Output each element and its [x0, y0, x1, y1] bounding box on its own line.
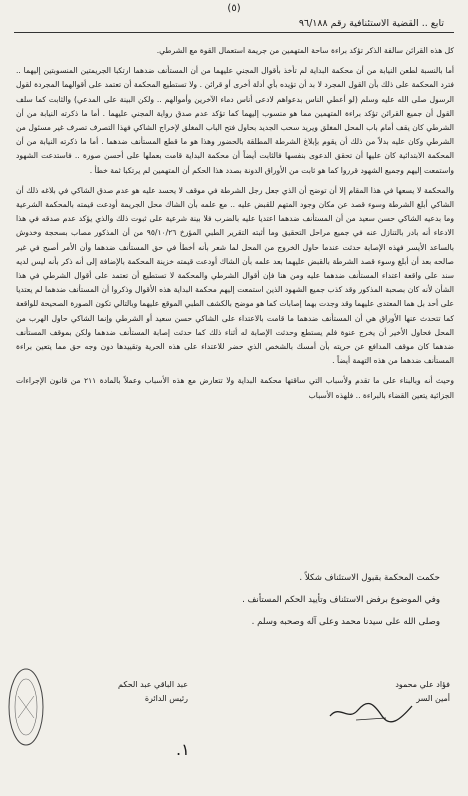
page-number: (٥)	[227, 3, 241, 14]
verdict-line: وفي الموضوع برفض الاستئناف وتأييد الحكم المستأنف .	[242, 595, 440, 605]
paragraph: والمحكمة لا يسعها في هذا المقام إلا أن توضح أن الذي جعل رجل الشرطة في موقف لا يحسد عليه هو عدم صدق الشاكي في بلاغه ذلك أن الشاكي أبلغ الشرطة وسوء قصد عن مكان وجود المتهم للقبض عليه .. مع علمه بأن الشاك محل الجريمة أودعت قيمته بالمحكمة الشرعية وما بدعيه الشاكي حسن سعيد من أن المستأنف ضدهما اعتديا عليه بالضرب فلا بينة شرعية على ثبوت ذلك والذي يؤكد عدم صدقه في هذا الادعاء أنه بادر بالتنازل عنه في جميع مراحل التحقيق وما أثبته التقرير الطبي المؤرخ ٩٥/١٠/٢٦ من أن المذكور مصاب بسحجة وخدوش بالساعد الأيسر فهذه الإصابة حدثت عندما حاول الخروج من المحل لما شعر بأنه أخطأ في حق المستأنف ضدهما وأن الأمر أصبح في غير صالحه بعد أن أبلغ وسوء قصد الشرطة بالقبض عليهما بعد علمه بأن الشاك أودعت قيمته خزينة المحكمة بالإضافة إلى أنه ذكر بأنه ليس لديه سند على واقعة اعتداء المستأنف ضدهما عليه ومن هنا فإن أقوال الشرطي والمحكمة لا تستطيع أن تعتمد على أقوال الشرطي في هذا الشأن لأنه كان بصحبة المذكور وقد كذب جميع الشهود الذين استمعت إليهم محكمة البداية هذه الأقوال وذكروا أن المستأنف ضدهما لم يعتديا على أحد بل هما المعتدى عليهما وقد وجدت بهما إصابات كما هو موضح بالكشف الطبي الموقع عليهما وبالتالي تكون الصورة الصحيحة للواقعة كما تتحدث عنها الأوراق هي أن المستأنف ضدهما ما قامت بالاعتداء على الشاكي حسن سعيد أو الشرطي وإنما الشاكي حاول الهرب من المحل فحاول الأخير أن يخرج عنوة فلم يستطع وحدثت الإصابة له أثناء ذلك كما حدثت إصابة المستأنف ضدهما ولكن بموقف المستأنف ضدهما كان موقف المدافع عن حريته بأن أمسك بالشخص الذي حضر للاعتداء على هذه الحرية وتقييدها دون وجه حق مما يتعين براءة المستأنف ضدهما من هذه التهمة أيضاً .	[16, 185, 454, 366]
case-reference: تابع .. القضية الاستئنافية رقم ٩٦/١٨٨	[298, 18, 444, 29]
signature-title: أمين السر	[416, 694, 450, 703]
handwritten-signature-icon	[326, 700, 416, 724]
verdict-line: وصلى الله على سيدنا محمد وعلى آله وصحبه وسلم .	[251, 617, 440, 627]
page-mark: ١.	[176, 740, 190, 759]
court-stamp-icon	[4, 666, 44, 748]
paragraph: وحيث أنه وبالبناء على ما تقدم ولأسباب التي ساقتها محكمة البداية ولا تتعارض مع هذه الأسباب وعملاً بالمادة ٢١١ من قانون الإجراءات الجزائية يتعين القضاء بالبراءة .. فلهذه الأسباب	[16, 376, 454, 400]
signature-name: فؤاد علي محمود	[395, 680, 450, 689]
verdict-line: حكمت المحكمة بقبول الاستئناف شكلاً .	[299, 573, 440, 583]
header-divider	[14, 32, 454, 33]
verdict-block	[40, 569, 440, 635]
paragraph: كل هذه القرائن سالفة الذكر تؤكد براءة ساحة المتهمين من جريمة استعمال القوة مع الشرطي.	[156, 46, 454, 55]
signature-title: رئيس الدائرة	[144, 694, 188, 703]
signature-presiding-judge	[28, 678, 188, 706]
judgment-body	[16, 44, 454, 409]
paragraph: أما بالنسبة لطعن النيابة من أن محكمة البداية لم تأخذ بأقوال المجني عليهما من أن المستأنف ضدهما ارتكبا الجريمتين المنسوبتين إليهما .. فترد المحكمة على ذلك بأن القول المجرد لا بد أن تؤيده بأي أدلة أخرى أو قرائن . ولا تستطيع المحكمة أن تعتمد على أقوالهما المجردة لقول الرسول صلى الله عليه وسلم (لو أعطي الناس بدعواهم لادعى أناس دماء الآخرين وأموالهم .. ولكن البينة على المدعي) والثابت كما سلف القول أن جميع القرائن تؤكد براءة المتهمين مما هو منسوب إليهما كما تؤكد عدم صدق رواية المجني عليهما . أما ما ذكرته النيابة من أن الشرطي كان يقف أمام باب المحل المغلق ويريد سحب الجديد بحاول فتح الباب المغلق لإخراج الشاكي فهذا التصرف تصرف غير مسئول من الشرطي وكان عليه بدلاً من ذلك أن يقوم بإبلاغ الشرطة المطلقة بالحضور وهذا هو ما قطع المستأنف ضدهما . أما ما ذكرته النيابة من أن المحكمة الابتدائية كان عليها أن تحقق الدعوى بنفسها فالثابت أيضاً أن محكمة البداية قامت بعملها على أحسن صورة .. فاستدعت الشهود واستمعت إليهم وجميع الشهود قرروا كما هو ثابت من الأوراق الدونة بصدد هذا الحكم أن المتهمين لم يرتكبا ثمة خطأ .	[16, 66, 454, 175]
signature-name: عبد الباقي عبد الحكم	[118, 680, 188, 689]
